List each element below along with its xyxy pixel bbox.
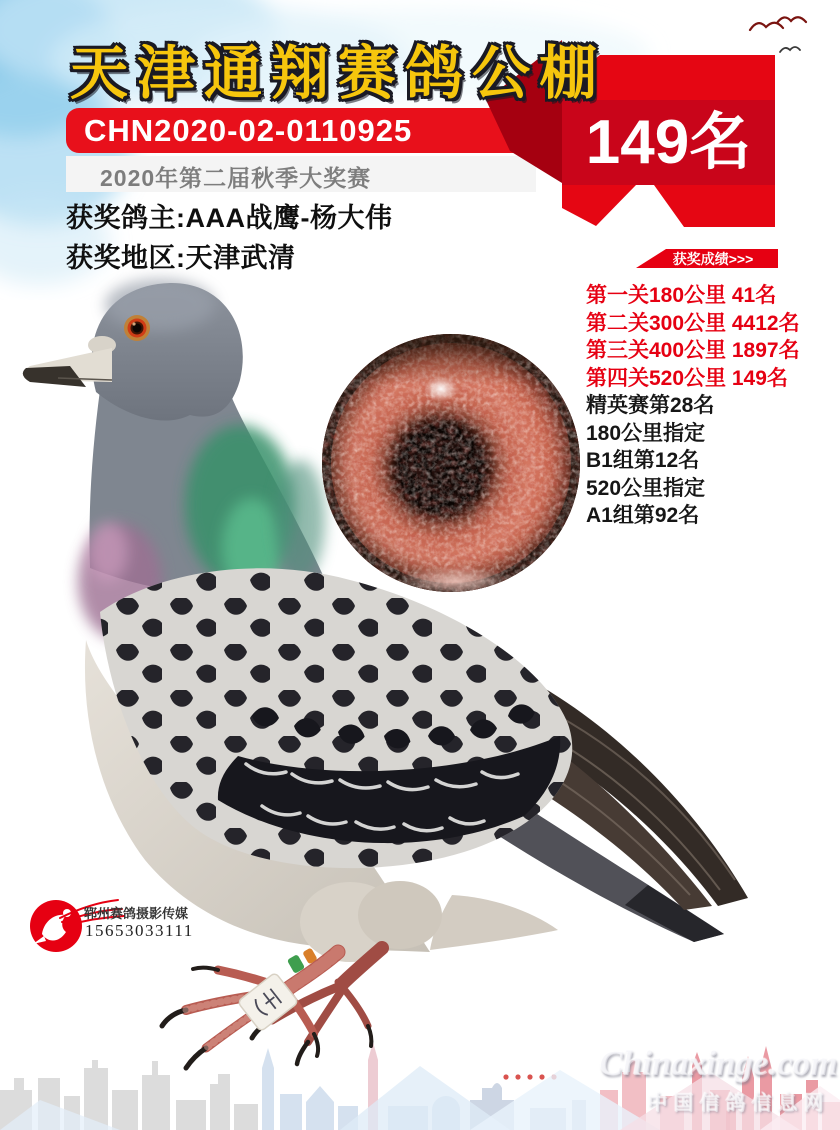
- seagull-icon: [750, 17, 806, 52]
- result-item: 180公里指定: [586, 421, 706, 445]
- watermark-site: Chinaxinge.com: [599, 1044, 838, 1083]
- eye-texture: [322, 334, 580, 592]
- studio-phone: 15653033111: [85, 921, 194, 940]
- result-item: 第三关400公里 1897名: [586, 339, 800, 362]
- pigeon-eye-photo: [322, 334, 580, 592]
- result-item: 第一关180公里 41名: [586, 284, 777, 307]
- result-item: B1组第12名: [586, 449, 700, 472]
- results-list: [586, 282, 800, 530]
- results-banner-label: 获奖成绩>>>: [672, 251, 754, 267]
- watermark-site-cn: 中国信鸽信息网: [648, 1093, 830, 1115]
- result-item: 520公里指定: [586, 476, 706, 500]
- loft-title: 天津通翔赛鸽公棚: [70, 41, 607, 106]
- result-item: 第四关520公里 149名: [586, 366, 788, 390]
- studio-name: 郓州赛鸽摄影传媒: [84, 906, 189, 921]
- rank-badge: 149名: [585, 108, 752, 177]
- result-item: 第二关300公里 4412名: [586, 311, 800, 335]
- event-name: 2020年第二届秋季大奖赛: [100, 165, 372, 191]
- eye-lower-lid: [396, 566, 516, 592]
- result-item: A1组第92名: [586, 504, 700, 527]
- eye-highlight: [424, 376, 458, 402]
- owner-line: 获奖鸽主:AAA战鹰-杨大伟: [66, 203, 393, 233]
- region-line: 获奖地区:天津武清: [66, 243, 296, 273]
- result-item: 精英赛第28名: [586, 394, 715, 417]
- ring-number: CHN2020-02-0110925: [84, 113, 413, 148]
